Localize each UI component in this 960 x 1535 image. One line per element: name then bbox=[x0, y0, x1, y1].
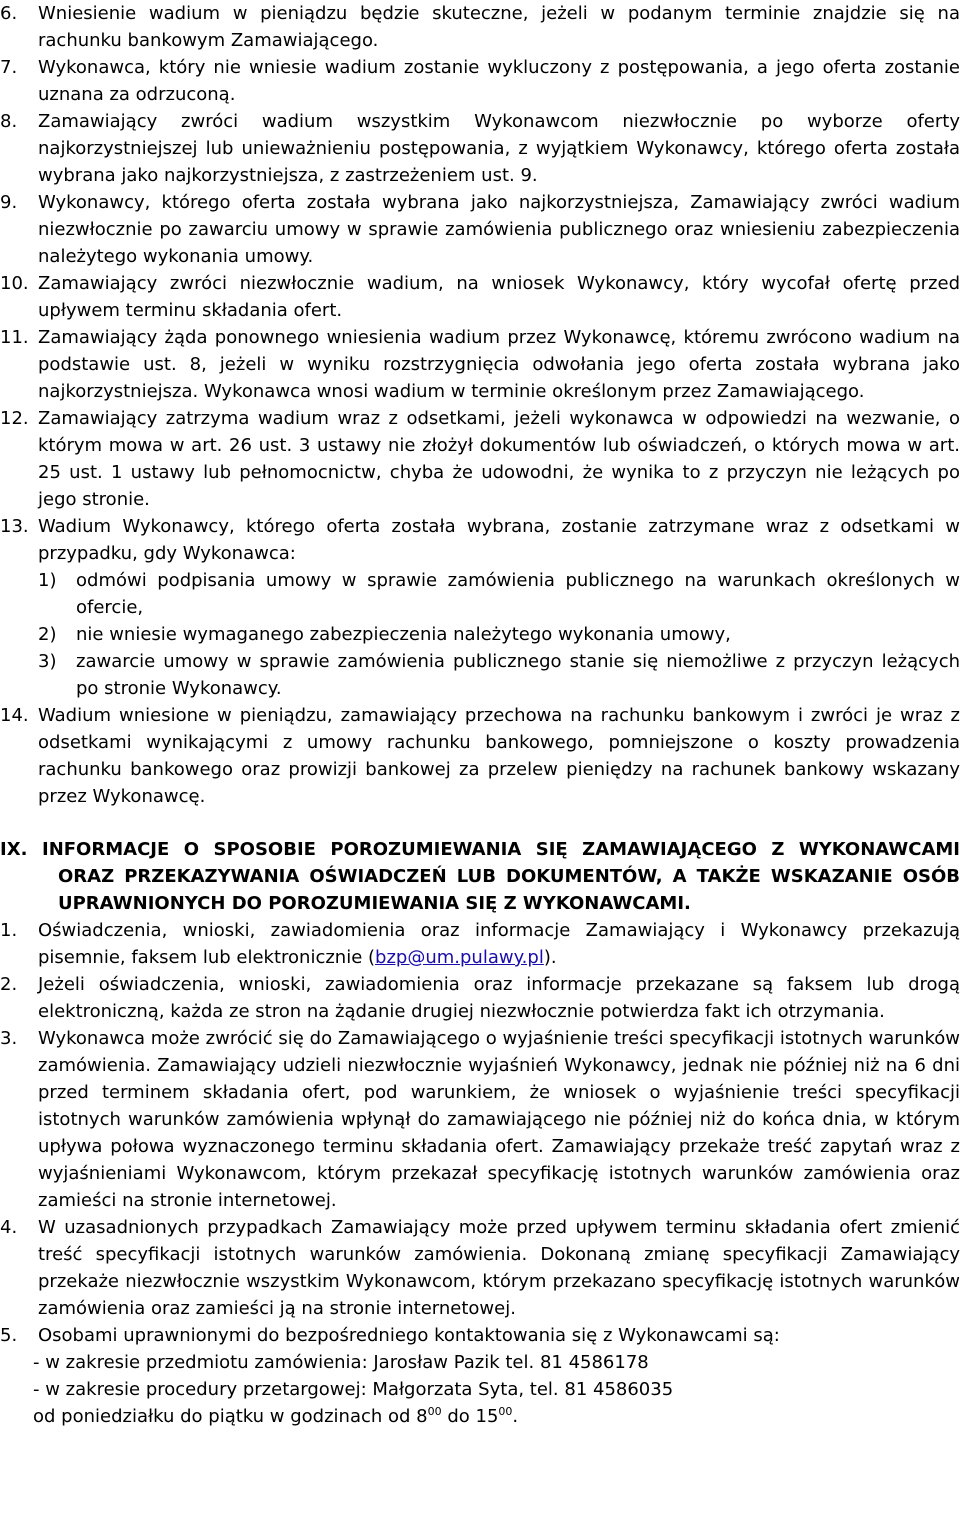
item13-sublist bbox=[38, 567, 960, 702]
list-item bbox=[0, 1322, 960, 1349]
item-number: 13. bbox=[0, 516, 29, 537]
list-item bbox=[0, 513, 960, 567]
list-item bbox=[0, 270, 960, 324]
item-text: Wadium wniesione w pieniądzu, zamawiający przechowa na rachunku bankowym i zwróci je wraz z odsetkami wynikającymi z umowy rachunku bankowego, pomniejszone o koszty prowadzenia rachunku bankowego oraz prowizji bankowej za przelew pieniędzy na rachunek bankowy wskazany przez Wykonawcę. bbox=[38, 705, 960, 807]
list-item bbox=[0, 54, 960, 108]
item-number: 7. bbox=[0, 57, 18, 78]
item-number: 12. bbox=[0, 408, 29, 429]
item-text: Osobami uprawnionymi do bezpośredniego kontaktowania się z Wykonawcami są: bbox=[38, 1325, 780, 1346]
item-text: Wniesienie wadium w pieniądzu będzie skuteczne, jeżeli w podanym terminie znajdzie się na rachunku bankowym Zamawiającego. bbox=[38, 3, 960, 51]
item-text: Wykonawca może zwrócić się do Zamawiającego o wyjaśnienie treści specyfikacji istotnych warunków zamówienia. Zamawiający udzieli niezwłocznie wyjaśnień Wykonawcy, jednak nie później niż na 6 dni przed terminem składania ofert, pod warunkiem, że wniosek o wyjaśnienie treści specyfikacji istotnych warunków zamówienia wpłynął do zamawiającego nie później niż do końca dnia, w którym upływa połowa wyznaczonego terminu składania ofert. Zamawiający przekaże treść zapytań wraz z wyjaśnieniami Wykonawcom, którym przekazał specyfikację istotnych warunków zamówienia oraz zamieści na stronie internetowej. bbox=[38, 1028, 960, 1211]
item-number: 2) bbox=[38, 624, 57, 645]
item-number: 10. bbox=[0, 273, 29, 294]
item-number: 1) bbox=[38, 570, 57, 591]
item-number: 4. bbox=[0, 1217, 18, 1238]
list-item bbox=[38, 567, 960, 621]
item-number: 5. bbox=[0, 1325, 18, 1346]
item-text: Wadium Wykonawcy, którego oferta została wybrana, zostanie zatrzymane wraz z odsetkami w przypadku, gdy Wykonawca: bbox=[38, 516, 960, 564]
email-link[interactable]: bzp@um.pulawy.pl bbox=[375, 947, 544, 968]
item-text: Wykonawcy, którego oferta została wybrana jako najkorzystniejsza, Zamawiający zwróci wadium niezwłocznie po zawarciu umowy w sprawie zamówienia publicznego oraz wniesieniu zabezpieczenia należytego wykonania umowy. bbox=[38, 192, 960, 267]
item-text: Jeżeli oświadczenia, wnioski, zawiadomienia oraz informacje przekazane są faksem lub drogą elektroniczną, każda ze stron na żądanie drugiej niezwłocznie potwierdza fakt ich otrzymania. bbox=[38, 974, 960, 1022]
section-ix-heading bbox=[0, 836, 960, 917]
item-text: nie wniesie wymaganego zabezpieczenia należytego wykonania umowy, bbox=[76, 624, 731, 645]
hours-before: od poniedziałku do piątku w godzinach od 8 bbox=[33, 1406, 428, 1427]
item-number: 11. bbox=[0, 327, 29, 348]
item-text bbox=[38, 917, 960, 971]
item-number: 3) bbox=[38, 651, 57, 672]
item-text-after: ). bbox=[543, 947, 557, 968]
contact-line-2: - w zakresie procedury przetargowej: Małgorzata Syta, tel. 81 4586035 bbox=[33, 1379, 674, 1400]
list-item bbox=[0, 1214, 960, 1322]
section-number: IX. bbox=[0, 839, 28, 860]
list-item bbox=[0, 189, 960, 270]
list-item bbox=[0, 108, 960, 189]
item-text: zawarcie umowy w sprawie zamówienia publicznego stanie się niemożliwe z przyczyn leżących po stronie Wykonawcy. bbox=[76, 651, 960, 699]
item-text: Zamawiający zwróci wadium wszystkim Wykonawcom niezwłocznie po wyborze oferty najkorzystniejszej lub unieważnieniu postępowania, z wyjątkiem Wykonawcy, którego oferta została wybrana jako najkorzystniejsza, z zastrzeżeniem ust. 9. bbox=[38, 111, 960, 186]
list-item bbox=[0, 0, 960, 54]
item-number: 6. bbox=[0, 3, 18, 24]
office-hours bbox=[33, 1403, 960, 1430]
item-text: Zamawiający zwróci niezwłocznie wadium, na wniosek Wykonawcy, który wycofał ofertę przed upływem terminu składania ofert. bbox=[38, 273, 960, 321]
item-text: Wykonawca, który nie wniesie wadium zostanie wykluczony z postępowania, a jego oferta zostanie uznana za odrzuconą. bbox=[38, 57, 960, 105]
item-number: 1. bbox=[0, 920, 18, 941]
item-text-before: Oświadczenia, wnioski, zawiadomienia oraz informacje Zamawiający i Wykonawcy przekazują pisemnie, faksem lub elektronicznie ( bbox=[38, 920, 960, 968]
item-text: Zamawiający zatrzyma wadium wraz z odsetkami, jeżeli wykonawca w odpowiedzi na wezwanie, o którym mowa w art. 26 ust. 3 ustawy nie złożył dokumentów lub oświadczeń, o których mowa w art. 25 ust. 1 ustawy lub pełnomocnictw, chyba że udowodni, że wynika to z przyczyn nie leżących po jego stronie. bbox=[38, 408, 960, 510]
contact-line-1: - w zakresie przedmiotu zamówienia: Jarosław Pazik tel. 81 4586178 bbox=[33, 1352, 649, 1373]
ix-list-item-1 bbox=[0, 917, 960, 971]
hours-mid: do 15 bbox=[441, 1406, 499, 1427]
item-number: 9. bbox=[0, 192, 18, 213]
list-item bbox=[38, 648, 960, 702]
list-item bbox=[0, 405, 960, 513]
item-number: 2. bbox=[0, 974, 18, 995]
item-number: 14. bbox=[0, 705, 29, 726]
section-title: INFORMACJE O SPOSOBIE POROZUMIEWANIA SIĘ ZAMAWIAJĄCEGO Z WYKONAWCAMI ORAZ PRZEKAZYWANIA OŚWIADCZEŃ LUB DOKUMENTÓW, A TAKŻE WSKAZANIE OSÓB UPRAWNIONYCH DO POROZUMIEWANIA SIĘ Z WYKONAWCAMI. bbox=[42, 839, 960, 914]
hours-sup-start: 00 bbox=[427, 1405, 442, 1418]
item-text: odmówi podpisania umowy w sprawie zamówienia publicznego na warunkach określonych w ofercie, bbox=[76, 570, 960, 618]
list-item bbox=[38, 621, 960, 648]
item-number: 8. bbox=[0, 111, 18, 132]
list-item bbox=[0, 324, 960, 405]
hours-sup-end: 00 bbox=[498, 1405, 513, 1418]
item-text: W uzasadnionych przypadkach Zamawiający może przed upływem terminu składania ofert zmienić treść specyfikacji istotnych warunków zamówienia. Dokonaną zmianę specyfikacji Zamawiający przekaże niezwłocznie wszystkim Wykonawcom, którym przekazano specyfikację istotnych warunków zamówienia oraz zamieści ją na stronie internetowej. bbox=[38, 1217, 960, 1319]
ix-list bbox=[0, 971, 960, 1349]
hours-after: . bbox=[512, 1406, 519, 1427]
list-item bbox=[0, 971, 960, 1025]
item-text: Zamawiający żąda ponownego wniesienia wadium przez Wykonawcę, któremu zwrócono wadium na podstawie ust. 8, jeżeli w wyniku rozstrzygnięcia odwołania jego oferta została wybrana jako najkorzystniejsza. Wykonawca wnosi wadium w terminie określonym przez Zamawiającego. bbox=[38, 327, 960, 402]
item-number: 3. bbox=[0, 1028, 18, 1049]
list-item bbox=[0, 1025, 960, 1214]
wadium-list bbox=[0, 0, 960, 567]
list-item-14 bbox=[0, 702, 960, 810]
